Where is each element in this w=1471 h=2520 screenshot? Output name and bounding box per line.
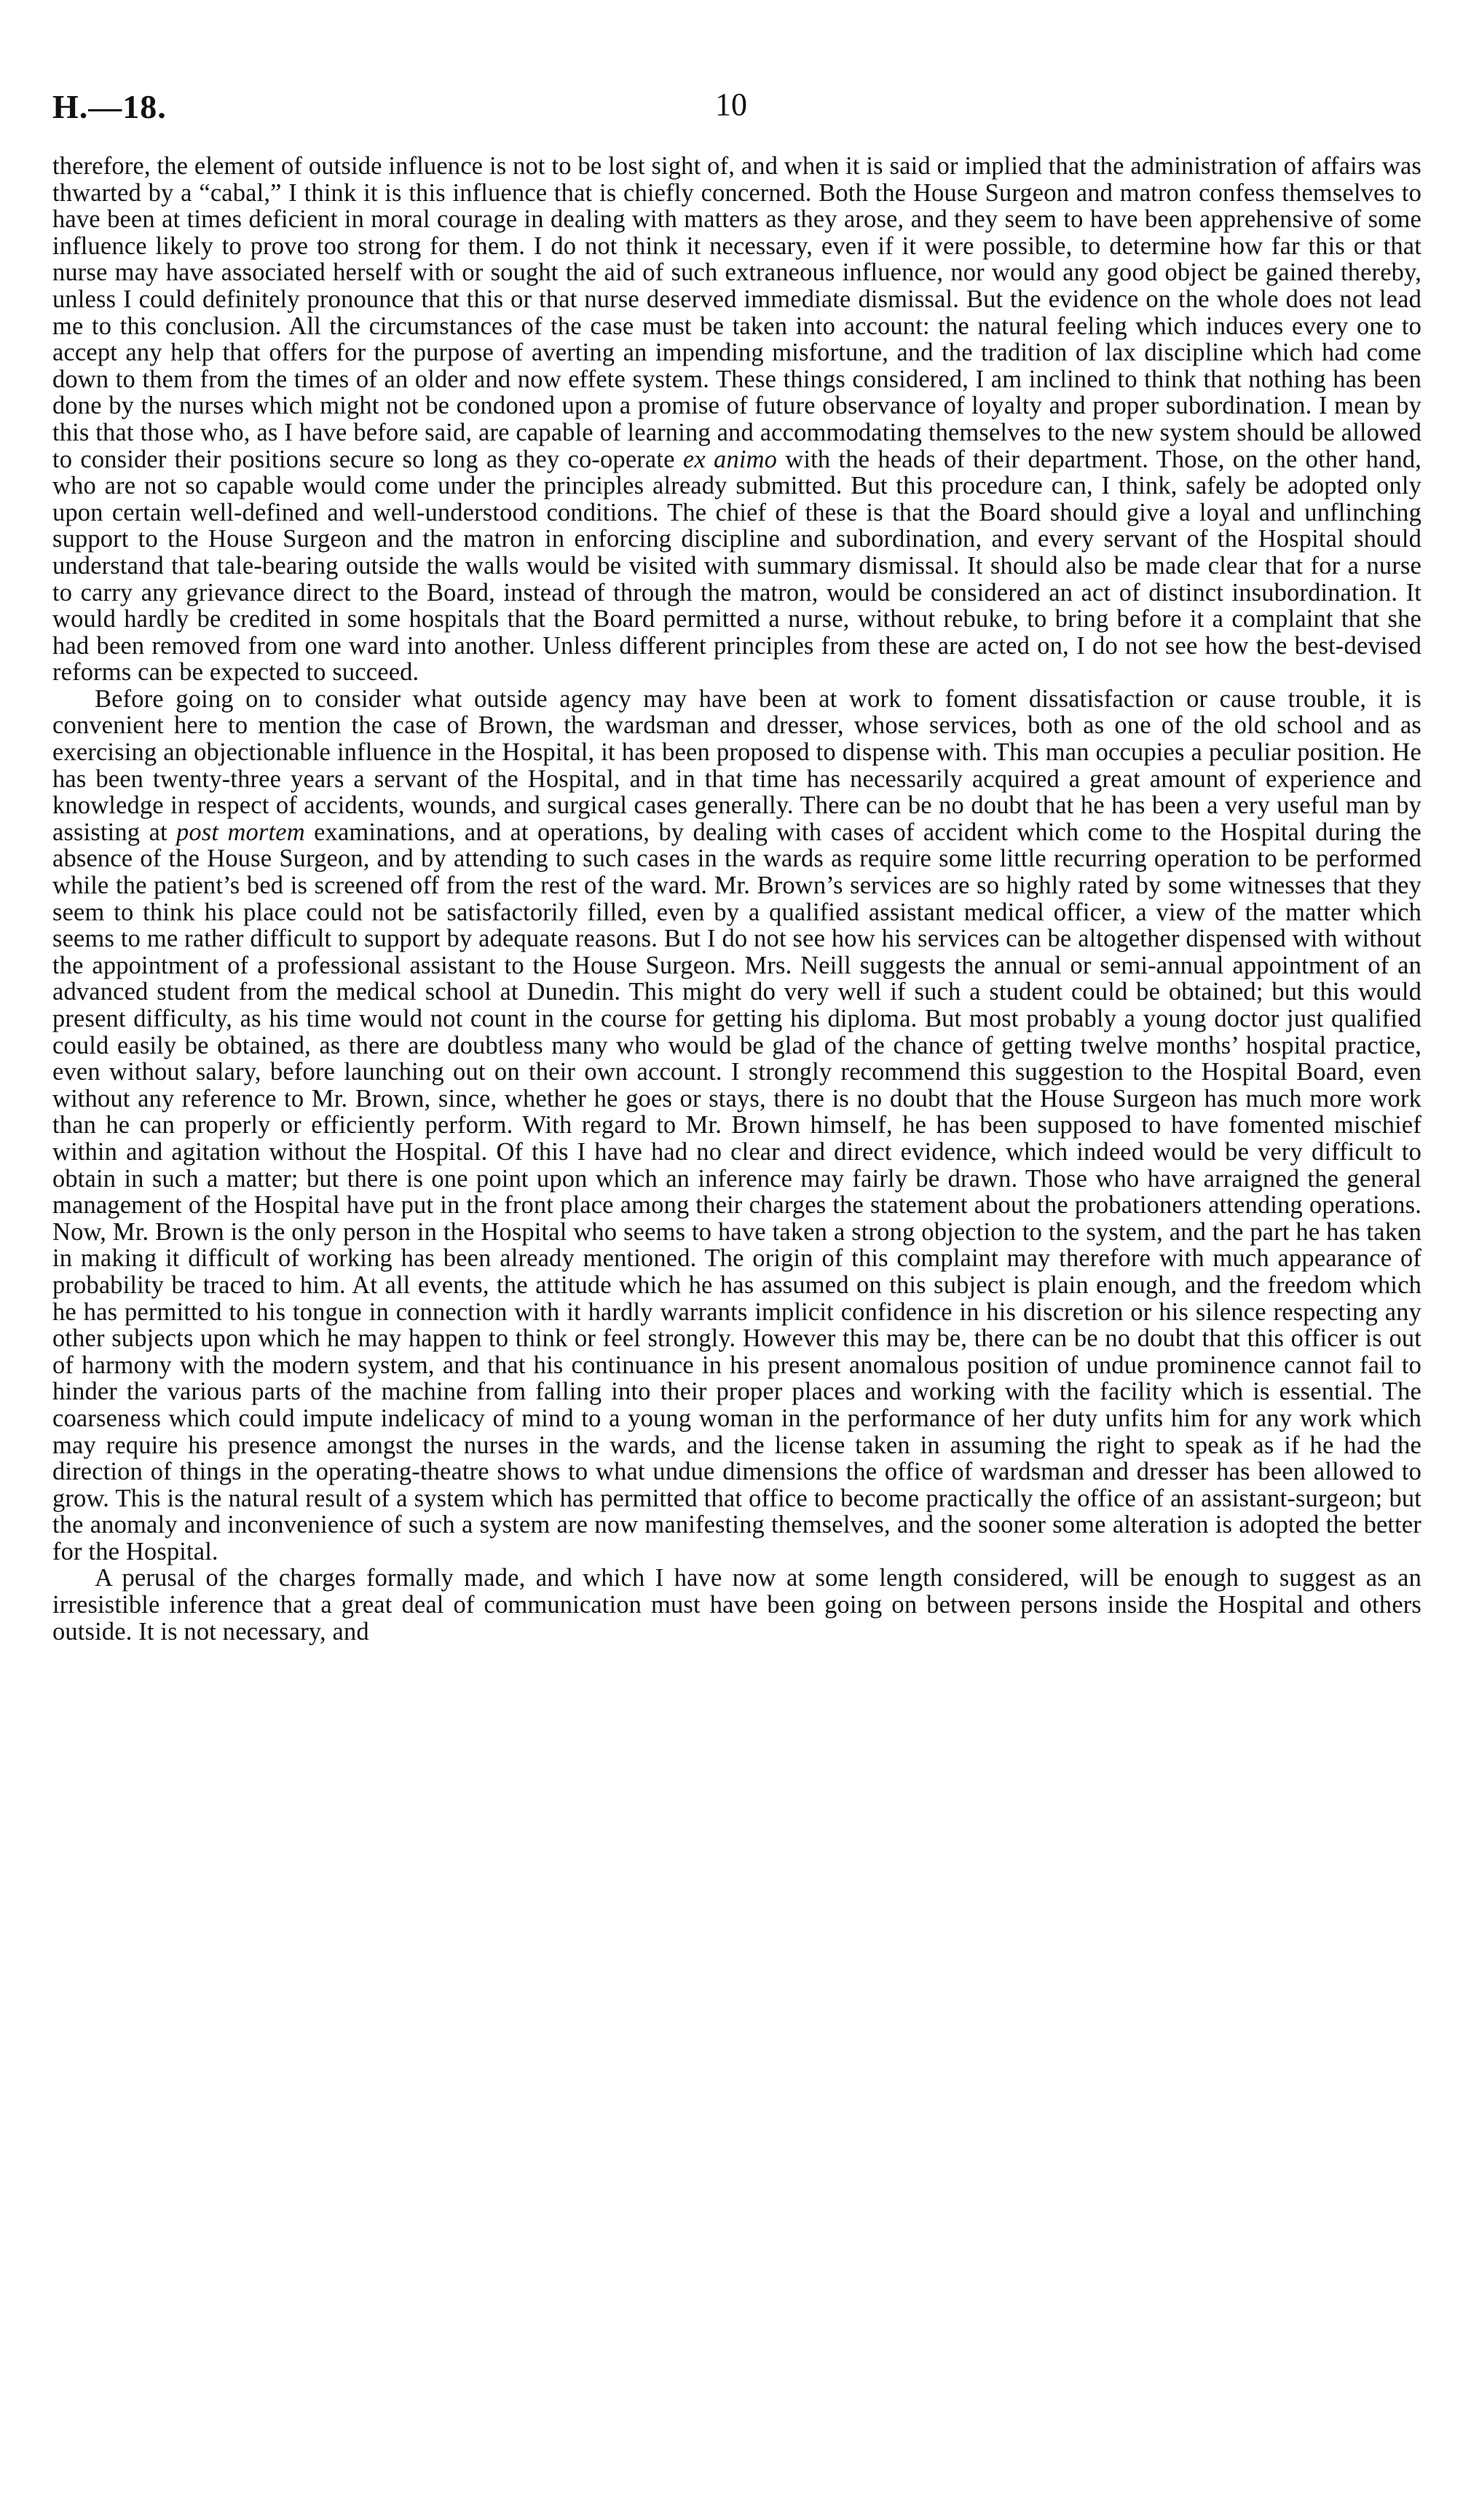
paragraph-1 [52,153,1421,686]
document-page [52,0,1421,1645]
italic-phrase-ex-animo: ex animo [682,445,778,473]
text-run: Before going on to consider what outside agency may have been at work to foment dissatisfaction or cause trouble, it is convenient here to mention the case of Brown, the wardsman and dresser, whose services, both as one of the old school and as exercising an objectionable influence in the Hospital, it has been proposed to dispense with. This man occupies a peculiar position. He has been twenty-three years a servant of the Hospital, and in that time has necessarily acquired a great amount of experience and knowledge in respect of accidents, wounds, and surgical cases generally. There can be no doubt that he has been a very useful man by assisting at [52,684,1421,846]
paragraph-3 [52,1565,1421,1645]
document-reference: H.—18. [52,88,167,125]
italic-phrase-post-mortem: post mortem [176,818,305,846]
report-body [52,153,1421,1645]
text-run: with the heads of their department. Those, on the other hand, who are not so capable would come under the principles already submitted. But this procedure can, I think, safely be adopted only upon certain well-defined and well-understood conditions. The chief of these is that the Board should give a loyal and unflinching support to the House Surgeon and the matron in enforcing discipline and subordination, and every servant of the Hospital should understand that tale-bearing outside the walls would be visited with summary dismissal. It should also be made clear that for a nurse to carry any grievance direct to the Board, instead of through the matron, would be considered an act of distinct insubordination. It would hardly be credited in some hospitals that the Board permitted a nurse, without rebuke, to bring before it a complaint that she had been removed from one ward into another. Unless different principles from these are acted on, I do not see how the best-devised reforms can be expected to succeed. [52,445,1422,687]
page-header [52,0,1421,153]
text-run: therefore, the element of outside influence is not to be lost sight of, and when it is said or implied that the administration of affairs was thwarted by a “cabal,” I think it is this influence that is chiefly concerned. Both the House Surgeon and matron confess themselves to have been at times deficient in moral courage in dealing with matters as they arose, and they seem to have been apprehensive of some influence likely to prove too strong for them. I do not think it necessary, even if it were possible, to determine how far this or that nurse may have associated herself with or sought the aid of such extraneous influence, nor would any good object be gained thereby, unless I could definitely pronounce that this or that nurse deserved immediate dismissal. But the evidence on the whole does not lead me to this conclusion. All the circumstances of the case must be taken into account: the natural feeling which induces every one to accept any help that offers for the purpose of averting an impending misfortune, and the tradition of lax discipline which had come down to them from the times of an older and now effete system. These things considered, I am inclined to think that nothing has been done by the nurses which might not be condoned upon a promise of future observance of loyalty and proper subordination. I mean by this that those who, as I have before said, are capable of learning and accommodating themselves to the new system should be allowed to consider their positions secure so long as they co-operate [52,152,1421,473]
text-run: examinations, and at operations, by dealing with cases of accident which come to the Hospital during the absence of the House Surgeon, and by attending to such cases in the wards as require some little recurring operation to be performed while the patient’s bed is screened off from the rest of the ward. Mr. Brown’s services are so highly rated by some witnesses that they seem to think his place could not be satisfactorily filled, even by a qualified assistant medical officer, a view of the matter which seems to me rather difficult to support by adequate reasons. But I do not see how his services can be altogether dispensed with without the appointment of a professional assistant to the House Surgeon. Mrs. Neill suggests the annual or semi-annual appointment of an advanced student from the medical school at Dunedin. This might do very well if such a student could be obtained; but this would present difficulty, as his time would not count in the course for getting his diploma. But most probably a young doctor just qualified could easily be obtained, as there are doubtless many who would be glad of the chance of getting twelve months’ hospital practice, even without salary, before launching out on their own account. I strongly recommend this suggestion to the Hospital Board, even without any reference to Mr. Brown, since, whether he goes or stays, there is no doubt that the House Surgeon has much more work than he can properly or efficiently perform. With regard to Mr. Brown himself, he has been supposed to have fomented mischief within and agitation without the Hospital. Of this I have had no clear and direct evidence, which indeed would be very difficult to obtain in such a matter; but there is one point upon which an inference may fairly be drawn. Those who have arraigned the general management of the Hospital have put in the front place among their charges the statement about the probationers attending operations. Now, Mr. Brown is the only person in the Hospital who seems to have taken a strong objection to the system, and the part he has taken in making it difficult of working has been already mentioned. The origin of this complaint may therefore with much appearance of probability be traced to him. At all events, the attitude which he has assumed on this subject is plain enough, and the freedom which he has permitted to his tongue in connection with it hardly warrants implicit confidence in his discretion or his silence respecting any other subjects upon which he may happen to think or feel strongly. However this may be, there can be no doubt that this officer is out of harmony with the modern system, and that his continuance in his present anomalous position of undue prominence cannot fail to hinder the various parts of the machine from falling into their proper places and working with the facility which is essential. The coarseness which could impute indelicacy of mind to a young woman in the performance of her duty unfits him for any work which may require his presence amongst the nurses in the wards, and the license taken in assuming the right to speak as if he had the direction of things in the operating-theatre shows to what undue dimensions the office of wardsman and dresser has been allowed to grow. This is the natural result of a system which has permitted that office to become practically the office of an assistant-surgeon; but the anomaly and inconvenience of such a system are now manifesting themselves, and the sooner some alteration is adopted the better for the Hospital. [52,818,1421,1565]
paragraph-2 [52,686,1421,1565]
page-number: 10 [715,87,747,122]
text-run: A perusal of the charges formally made, and which I have now at some length considered, will be enough to suggest as an irresistible inference that a great deal of communication must have been going on between persons inside the Hospital and others outside. It is not necessary, and [52,1564,1421,1646]
